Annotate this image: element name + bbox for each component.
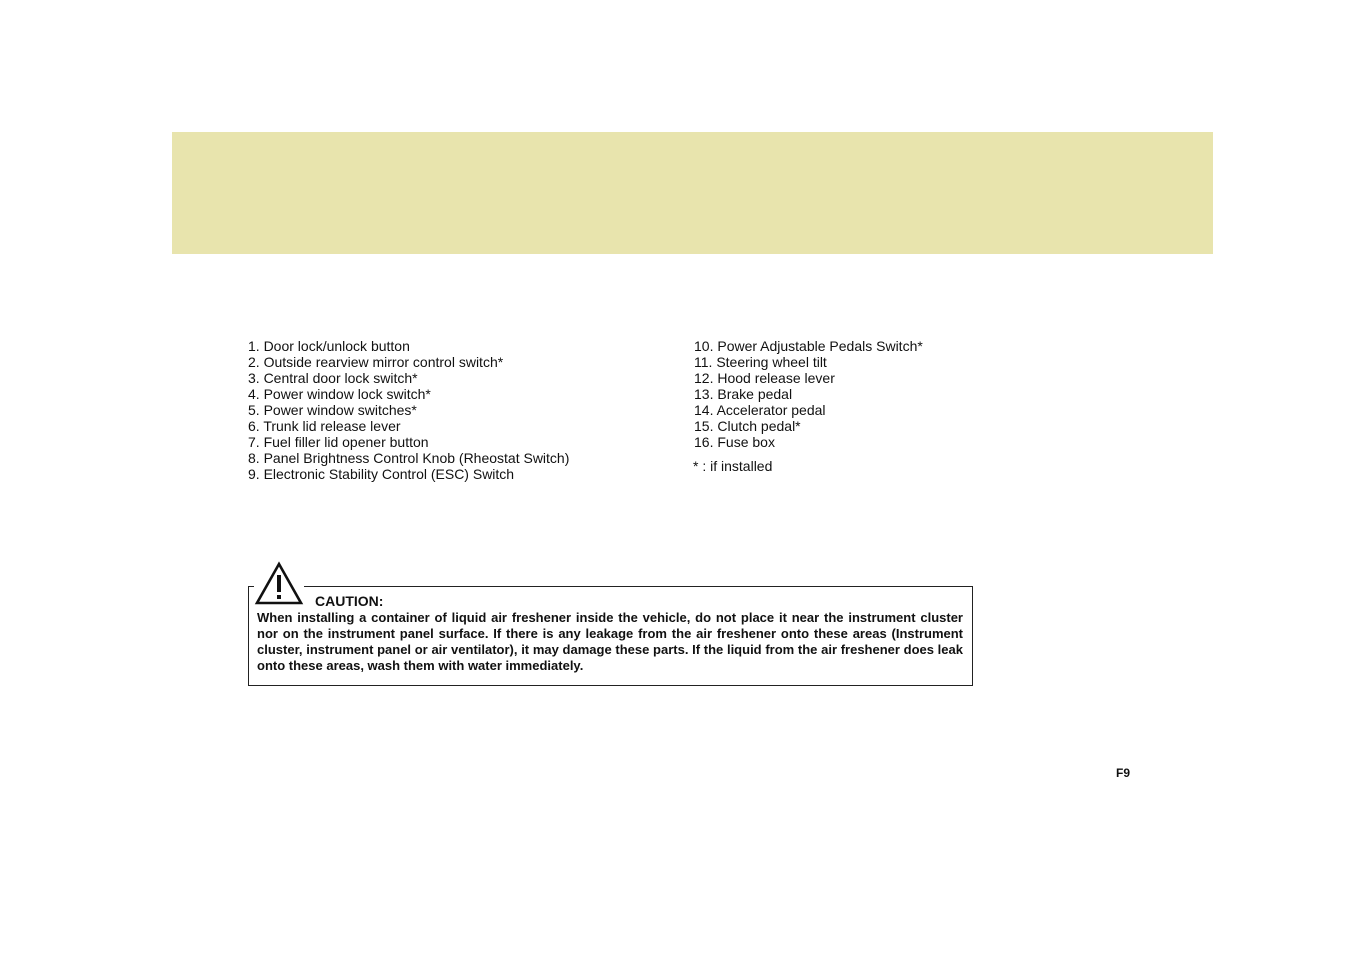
- header-band: [172, 132, 1213, 254]
- legend-item: 12. Hood release lever: [694, 370, 835, 386]
- legend-item: 14. Accelerator pedal: [694, 402, 826, 418]
- legend-item: 1. Door lock/unlock button: [248, 338, 410, 354]
- legend-item: 4. Power window lock switch*: [248, 386, 431, 402]
- legend-item: 10. Power Adjustable Pedals Switch*: [694, 338, 923, 354]
- legend-item: 2. Outside rearview mirror control switch*: [248, 354, 504, 370]
- legend-item: 11. Steering wheel tilt: [694, 354, 827, 370]
- legend-item: 9. Electronic Stability Control (ESC) Switch: [248, 466, 515, 482]
- legend-item: 16. Fuse box: [694, 434, 775, 450]
- warning-triangle-icon: [254, 561, 304, 606]
- legend-item: 7. Fuel filler lid opener button: [248, 434, 429, 450]
- legend-item: 6. Trunk lid release lever: [248, 418, 401, 434]
- installed-footnote: * : if installed: [693, 458, 773, 474]
- legend-right-list: [694, 338, 923, 450]
- caution-text: When installing a container of liquid air freshener inside the vehicle, do not place it near the instrument cluster nor on the instrument panel surface. If there is any leakage from the air freshener onto these areas (Instrument cluster, instrument panel or air ventilator), it may damage these parts. If the liquid from the air freshener does leak onto these areas, wash them with water immediately.: [257, 610, 963, 673]
- page-number: F9: [1116, 766, 1131, 780]
- caution-title: CAUTION:: [315, 593, 384, 609]
- legend-item: 15. Clutch pedal*: [694, 418, 801, 434]
- legend-item: 3. Central door lock switch*: [248, 370, 418, 386]
- legend-left-list: [248, 338, 569, 482]
- legend-item: 13. Brake pedal: [694, 386, 793, 402]
- legend-item: 5. Power window switches*: [248, 402, 417, 418]
- legend-item: 8. Panel Brightness Control Knob (Rheostat Switch): [248, 450, 570, 466]
